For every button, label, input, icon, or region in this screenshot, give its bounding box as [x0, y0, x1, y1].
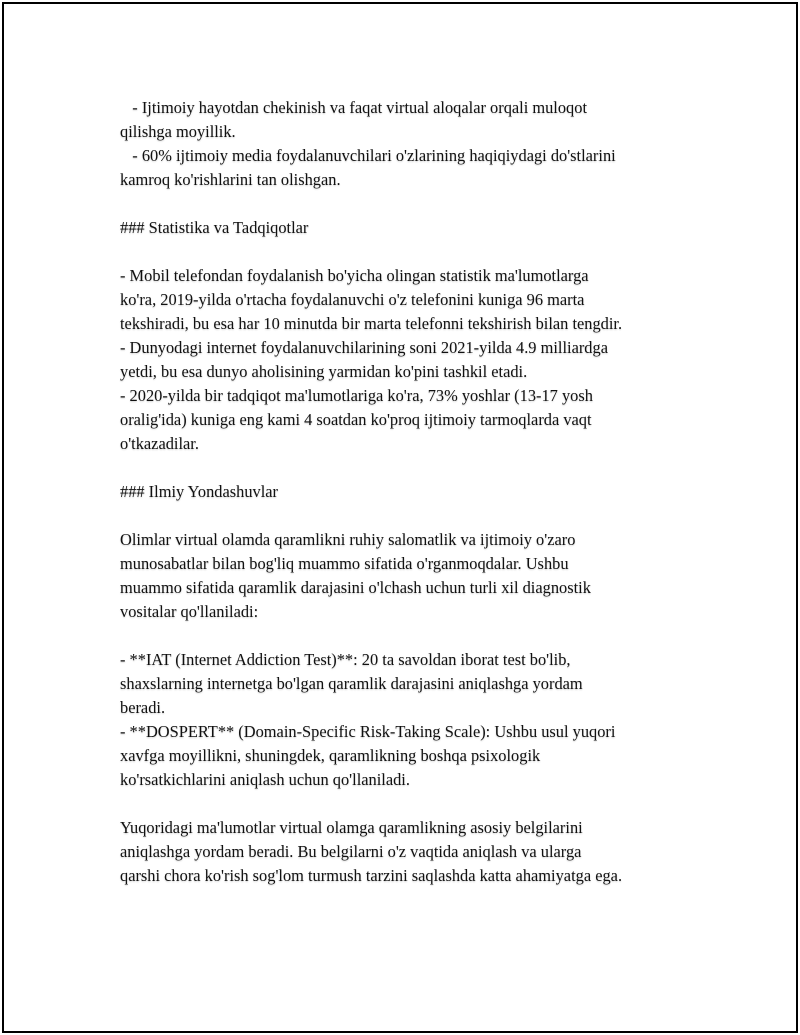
spacer: [120, 792, 700, 816]
text-line: - 60% ijtimoiy media foydalanuvchilari o'zlarining haqiqiydagi do'stlarini: [120, 146, 616, 165]
text-line: kamroq ko'rishlarini tan olishgan.: [120, 170, 341, 189]
text-line: oralig'ida) kuniga eng kami 4 soatdan ko'proq ijtimoiy tarmoqlarda vaqt: [120, 410, 592, 429]
statistics-list: [120, 264, 700, 456]
conclusion-paragraph: [120, 816, 700, 888]
diagnostic-tools-list: [120, 648, 700, 792]
spacer: [120, 192, 700, 216]
section-heading-statistics: ### Statistika va Tadqiqotlar: [120, 218, 309, 237]
intro-list: [120, 96, 700, 192]
spacer: [120, 624, 700, 648]
text-line: qarshi chora ko'rish sog'lom turmush tarzini saqlashda katta ahamiyatga ega.: [120, 866, 623, 885]
text-line: - **DOSPERT** (Domain-Specific Risk-Taking Scale): Ushbu usul yuqori: [120, 722, 616, 741]
text-line: ko'ra, 2019-yilda o'rtacha foydalanuvchi o'z telefonini kuniga 96 marta: [120, 290, 585, 309]
text-line: - **IAT (Internet Addiction Test)**: 20 ta savoldan iborat test bo'lib,: [120, 650, 571, 669]
text-line: aniqlashga yordam beradi. Bu belgilarni o'z vaqtida aniqlash va ularga: [120, 842, 582, 861]
text-line: Yuqoridagi ma'lumotlar virtual olamga qaramlikning asosiy belgilarini: [120, 818, 583, 837]
text-line: - Dunyodagi internet foydalanuvchilarining soni 2021-yilda 4.9 milliardga: [120, 338, 608, 357]
text-line: beradi.: [120, 698, 166, 717]
text-line: munosabatlar bilan bog'liq muammo sifatida o'rganmoqdalar. Ushbu: [120, 554, 569, 573]
science-paragraph: [120, 528, 700, 624]
text-line: Olimlar virtual olamda qaramlikni ruhiy salomatlik va ijtimoiy o'zaro: [120, 530, 576, 549]
spacer: [120, 456, 700, 480]
text-line: - Mobil telefondan foydalanish bo'yicha olingan statistik ma'lumotlarga: [120, 266, 589, 285]
text-line: - Ijtimoiy hayotdan chekinish va faqat virtual aloqalar orqali muloqot: [120, 98, 588, 117]
text-line: - 2020-yilda bir tadqiqot ma'lumotlariga ko'ra, 73% yoshlar (13-17 yosh: [120, 386, 593, 405]
spacer: [120, 240, 700, 264]
document-page: [2, 2, 798, 1033]
document-body: [120, 96, 700, 888]
text-line: shaxslarning internetga bo'lgan qaramlik darajasini aniqlashga yordam: [120, 674, 583, 693]
text-line: tekshiradi, bu esa har 10 minutda bir marta telefonni tekshirish bilan tengdir.: [120, 314, 623, 333]
text-line: yetdi, bu esa dunyo aholisining yarmidan ko'pini tashkil etadi.: [120, 362, 528, 381]
text-line: muammo sifatida qaramlik darajasini o'lchash uchun turli xil diagnostik: [120, 578, 591, 597]
text-line: xavfga moyillikni, shuningdek, qaramlikning boshqa psixologik: [120, 746, 541, 765]
text-line: qilishga moyillik.: [120, 122, 236, 141]
text-line: ko'rsatkichlarini aniqlash uchun qo'llaniladi.: [120, 770, 410, 789]
text-line: o'tkazadilar.: [120, 434, 199, 453]
text-line: vositalar qo'llaniladi:: [120, 602, 259, 621]
spacer: [120, 504, 700, 528]
section-heading-science: ### Ilmiy Yondashuvlar: [120, 482, 278, 501]
